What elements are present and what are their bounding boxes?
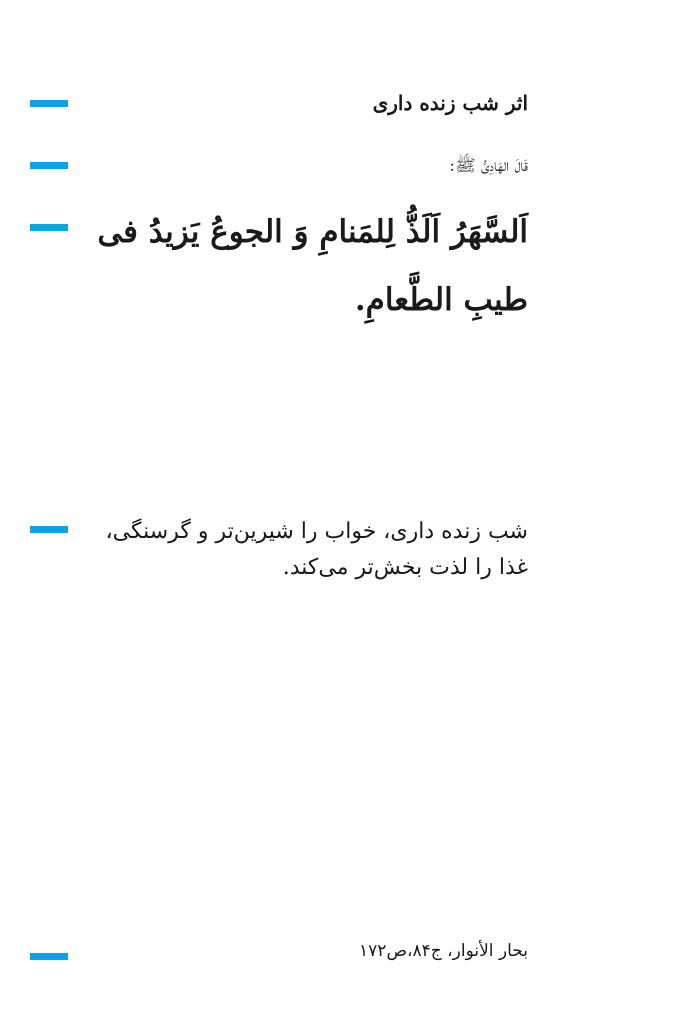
speaker-marker-bar [30, 162, 68, 169]
section-title: اثر شب زنده داری [372, 91, 528, 115]
hadith-arabic-text: اَلسَّهَرُ اَلَذُّ لِلمَنامِ وَ الجوعُ یَزیدُ فی طیبِ الطَّعامِ. [97, 214, 528, 318]
translation-marker-bar [30, 526, 68, 533]
source-marker-bar [30, 953, 68, 960]
persian-translation: شب زنده داری، خواب را شیرین‌تر و گرسنگی، غذا را لذت بخش‌تر می‌کند. [105, 519, 528, 580]
title-marker-bar [30, 100, 68, 107]
hadith-marker-bar [30, 224, 68, 231]
source-citation: بحار الأنوار، ج۸۴،ص۱۷۲ [359, 941, 528, 961]
speaker-attribution: قَالَ الهَادِیُّ ﷺ: [449, 156, 528, 176]
